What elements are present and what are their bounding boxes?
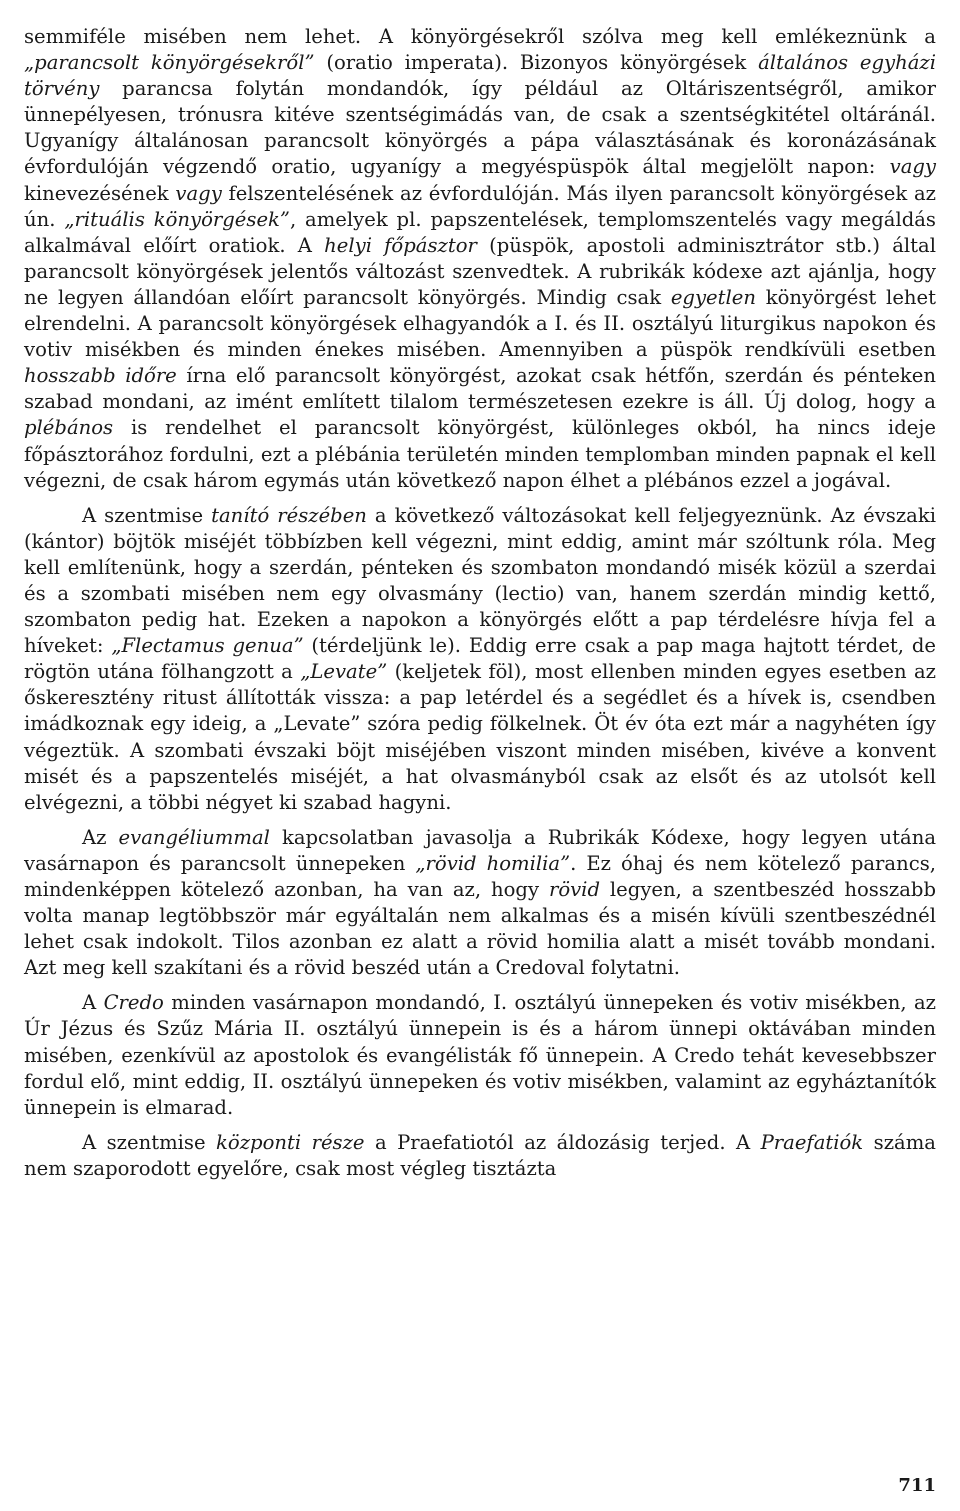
text-run: könyörgést lehet elrendelni. A parancsolt könyörgések elhagyandók a I. és II. osztályú liturgikus napokon és votiv misékben és minden énekes misében. Amennyiben a püspök rendkívüli esetben <box>24 285 936 362</box>
text-run: Az <box>82 825 119 849</box>
paragraph <box>24 1130 936 1182</box>
italic-run: „parancsolt könyörgésekről” <box>24 51 315 75</box>
italic-run: „Levate” <box>300 660 388 684</box>
paragraph <box>24 990 936 1120</box>
text-run: A szentmise <box>82 1130 217 1154</box>
text-run: is rendelhet el parancsolt könyörgést, különleges okból, ha nincs ideje főpásztorához fordulni, ezt a plébánia területén minden templomban minden papnak el kell végezni, de csak három egymás után következő napon élhet a plébános ezzel a jogával. <box>24 416 936 492</box>
text-run: parancsa folytán mondandók, így például az Oltáriszentségről, amikor ünnepélyesen, trónusra kitéve szentségimádás van, de csak a szentségkitétel oltáránál. Ugyanígy általánosan parancsolt könyörgés a pápa választásának és koronázásának évfordulóján végzendő oratio, ugyanígy a megyéspüspök által megjelölt napon: <box>24 77 936 179</box>
text-run: (térdeljünk le). Eddig erre csak a pap maga hajtott térdet, de rögtön utána fölhangzott a <box>24 634 936 684</box>
page-body <box>24 24 936 1182</box>
italic-run: központi része <box>216 1130 365 1154</box>
text-run: a Praefatiotól az áldozásig terjed. A <box>364 1130 761 1154</box>
italic-run: „rituális könyörgések” <box>64 207 290 231</box>
paragraph <box>24 503 936 816</box>
italic-run: rövid <box>548 878 600 901</box>
text-run: legyen, a szentbeszéd hosszabb volta manap legtöbbször már egyáltalán nem alkalmas és a misén kívüli szentbeszédnél lehet csak indokolt. Tilos azonban ez alatt a rövid homilia alatt a misét tovább mondani. Azt meg kell szakítani és a rövid beszéd után a Credoval folytatni. <box>24 878 936 980</box>
italic-run: evangéliummal <box>118 825 270 849</box>
text-run: kapcsolatban javasolja a Rubrikák Kódexe, hogy legyen utána vasárnapon és parancsolt ünnepeken <box>24 825 937 875</box>
italic-run: hosszabb időre <box>24 364 177 388</box>
text-run: (püspök, apostoli adminisztrátor stb.) által parancsolt könyörgések jelentős változást szenvedtek. A rubrikák kódexe azt ajánlja, hogy ne legyen állandóan előírt parancsolt könyörgés. Mindig csak <box>24 233 936 309</box>
italic-run: tanító részében <box>211 503 367 527</box>
italic-run: vagy <box>889 155 936 179</box>
italic-run: vagy <box>175 181 222 205</box>
paragraph <box>24 24 936 494</box>
text-run: felszentelésének az évfordulóján. Más ilyen parancsolt könyörgések az ún. <box>24 181 937 231</box>
text-run: a következő változásokat kell feljegyeznünk. Az évszaki (kántor) böjtök miséjét többízben kell végezni, mint eddig, amint már szóltunk róla. Meg kell említenünk, hogy a szerdán, pénteken és szombaton mondandó misék közül a szerdai és a szombati misében nem egy olvasmány (lectio) van, hanem szerdán mindig kettő, szombaton pedig hat. Ezeken a napokon a könyörgés előtt a pap térdelésre hívja fel a híveket: <box>24 503 936 658</box>
text-run: . Ez óhaj és nem kötelező parancs, mindenképpen kötelező azonban, ha van az, hogy <box>24 851 936 901</box>
text-run: minden vasárnapon mondandó, I. osztályú ünnepeken és votiv misékben, az Úr Jézus és Szűz Mária II. osztályú ünnepein is és a három ünnepi oktávában minden misében, ezenkívül az apostolok és evangélisták fő ünnepein. A Credo tehát kevesebbszer fordul elő, mint eddig, II. osztályú ünnepeken és votiv misékben, valamint az egyháztanítók ünnepein is elmarad. <box>24 991 936 1119</box>
italic-run: „Flectamus genua” <box>111 634 304 658</box>
italic-run: egyetlen <box>670 285 756 309</box>
text-run: (oratio imperata). Bizonyos könyörgések <box>314 51 759 75</box>
text-run: semmiféle misében nem lehet. A könyörgésekről szólva meg kell emlékeznünk a <box>24 25 936 48</box>
text-run: kinevezésének <box>24 181 176 205</box>
paragraph <box>24 825 936 982</box>
italic-run: Credo <box>103 991 164 1015</box>
italic-run: általános egyházi törvény <box>24 51 936 101</box>
text-run: , amelyek pl. papszentelések, templomszentelés vagy megáldás alkalmával előírt oratiok. A <box>24 207 936 257</box>
text-run: A <box>82 991 104 1015</box>
text-run: írna elő parancsolt könyörgést, azokat csak hétfőn, szerdán és pénteken szabad mondani, az imént említett tilalom természetesen ezekre is áll. Új dolog, hogy a <box>24 364 936 414</box>
italic-run: helyi főpásztor <box>324 233 477 257</box>
text-run: A szentmise <box>82 503 212 527</box>
italic-run: „rövid homilia” <box>415 851 571 875</box>
text-run: száma nem szaporodott egyelőre, csak most végleg tisztázta <box>24 1130 936 1180</box>
page-number: 711 <box>898 1475 936 1496</box>
italic-run: plébános <box>24 416 114 440</box>
text-run: (keljetek föl), most ellenben minden egyes esetben az őskeresztény ritust állították vissza: a pap letérdel és a segédlet és a hívek is, csendben imádkoznak egy ideig, a „Levate” szóra pedig fölkelnek. Öt év óta ezt már a nagyhéten így végeztük. A szombati évszaki böjt miséjében viszont minden misében, kivéve a konvent misét és a papszentelés miséjét, a hat olvasmányból csak az elsőt és az utolsót kell elvégezni, a többi négyet ki szabad hagyni. <box>24 660 936 814</box>
italic-run: Praefatiók <box>760 1130 864 1154</box>
